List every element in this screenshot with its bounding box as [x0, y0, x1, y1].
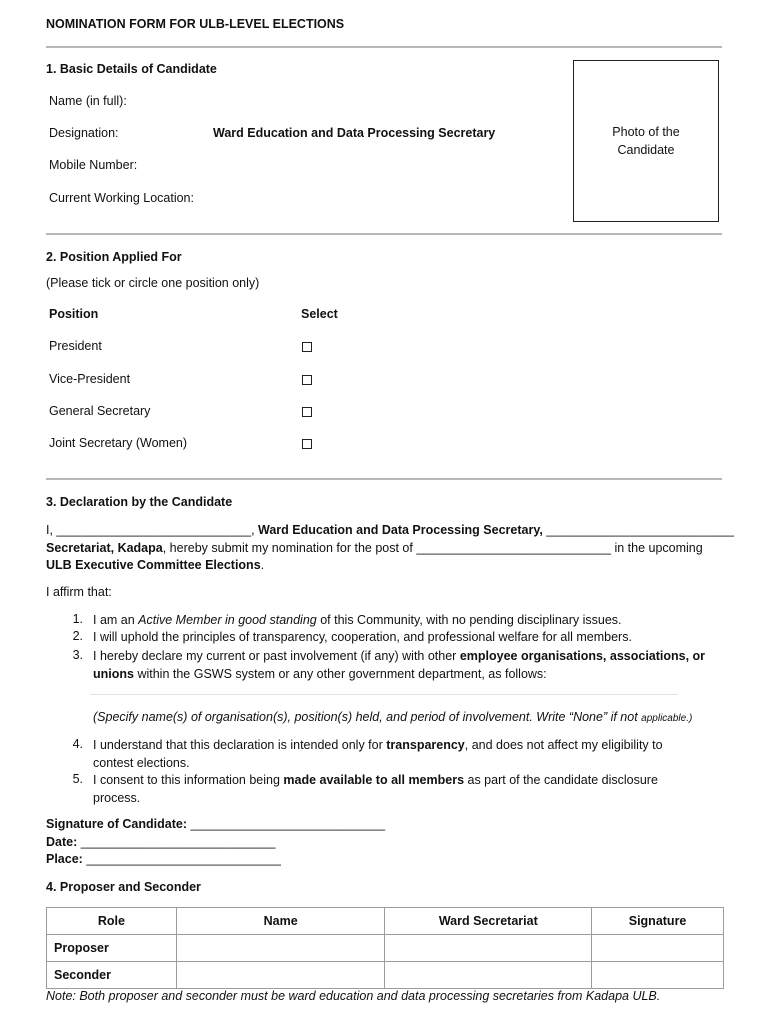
declaration-end: . — [260, 558, 265, 572]
place-field[interactable]: ____________________________ — [82, 852, 281, 866]
item1-text-end: of this Community, with no pending disciplinary issues. — [316, 613, 622, 627]
section1-heading: 1. Basic Details of Candidate — [46, 62, 217, 76]
list-item — [93, 612, 713, 630]
photo-label-line2: Candidate — [617, 143, 675, 157]
column-header-name: Name — [176, 908, 385, 935]
declaration-secretariat: Secretariat, Kadapa — [46, 540, 163, 555]
select-column-header: Select — [301, 307, 338, 321]
list-item-number: 1. — [72, 612, 83, 626]
declaration-paragraph — [46, 522, 735, 575]
position-vice-president: Vice-President — [49, 372, 131, 386]
list-item-number: 3. — [72, 648, 83, 662]
item3-text-end: within the GSWS system or any other government department, as follows: — [133, 666, 547, 681]
vice-president-checkbox[interactable] — [302, 375, 312, 385]
date-row — [46, 835, 275, 849]
seconder-signature-cell[interactable] — [592, 962, 724, 989]
general-secretary-checkbox[interactable] — [302, 407, 312, 417]
divider — [46, 478, 722, 480]
signature-label: Signature of Candidate: — [46, 817, 187, 831]
item4-text-end: , and does not affect my eligibility to — [464, 738, 663, 752]
item3-text: I hereby declare my current or past involvement (if any) with other — [93, 649, 460, 663]
designation-value: Ward Education and Data Processing Secretary — [213, 126, 496, 140]
involvement-entry-line[interactable] — [90, 694, 678, 695]
item5-text-continued: process. — [93, 790, 141, 805]
list-item-number: 2. — [72, 629, 83, 643]
column-header-role: Role — [47, 908, 177, 935]
specify-instruction — [93, 710, 692, 724]
photo-label-line1: Photo of the — [612, 125, 680, 139]
divider — [46, 233, 722, 235]
proposer-name-cell[interactable] — [176, 935, 385, 962]
affirm-label: I affirm that: — [46, 585, 112, 599]
declaration-submit-text: , hereby submit my nomination for the post of ____________________________ in the upcoming — [162, 540, 703, 555]
mobile-label: Mobile Number: — [49, 158, 138, 172]
joint-secretary-checkbox[interactable] — [302, 439, 312, 449]
column-header-signature: Signature — [592, 908, 724, 935]
item5-text: I consent to this information being — [93, 773, 284, 787]
declaration-elections: ULB Executive Committee Elections — [46, 558, 261, 572]
list-item — [93, 737, 713, 772]
column-header-ward-secretariat: Ward Secretariat — [385, 908, 592, 935]
role-proposer: Proposer — [47, 935, 177, 962]
signature-row — [46, 817, 385, 831]
item5-strong: made available to all members — [283, 773, 465, 787]
signature-field[interactable]: ____________________________ — [186, 817, 386, 831]
item4-text-continued: contest elections. — [93, 755, 190, 770]
item4-strong: transparency — [386, 738, 465, 752]
proposer-ward-cell[interactable] — [385, 935, 592, 962]
position-instruction: (Please tick or circle one position only) — [46, 276, 260, 290]
seconder-name-cell[interactable] — [176, 962, 385, 989]
declaration-secretariat-blank[interactable]: ___________________________ — [542, 523, 735, 537]
item1-text: I am an — [93, 613, 139, 627]
place-row — [46, 852, 281, 866]
location-label: Current Working Location: — [49, 191, 194, 205]
section3-heading: 3. Declaration by the Candidate — [46, 495, 233, 509]
item5-text-end: as part of the candidate disclosure — [464, 773, 658, 787]
list-item — [93, 648, 713, 683]
footnote: Note: Both proposer and seconder must be ward education and data processing secretaries from Kadapa ULB. — [46, 989, 661, 1003]
table-header-row — [47, 908, 724, 935]
item3-strong-unions: unions — [93, 666, 134, 681]
item3-strong: employee organisations, associations, or — [459, 649, 706, 663]
position-joint-secretary: Joint Secretary (Women) — [49, 436, 188, 450]
table-row — [47, 935, 724, 962]
position-president: President — [49, 339, 102, 353]
divider — [46, 46, 722, 48]
specify-text: (Specify name(s) of organisation(s), position(s) held, and period of involvement. Write “None” if not — [93, 710, 642, 724]
seconder-ward-cell[interactable] — [385, 962, 592, 989]
section2-heading: 2. Position Applied For — [46, 250, 182, 264]
list-item-number: 5. — [72, 772, 83, 786]
date-field[interactable]: ____________________________ — [77, 835, 276, 849]
list-item: I will uphold the principles of transparency, cooperation, and professional welfare for all members. — [93, 630, 632, 644]
place-label: Place: — [46, 852, 83, 866]
item1-emphasis: Active Member in good standing — [138, 613, 317, 627]
name-label: Name (in full): — [49, 94, 127, 108]
role-seconder: Seconder — [47, 962, 177, 989]
section4-heading: 4. Proposer and Seconder — [46, 880, 201, 894]
date-label: Date: — [46, 835, 78, 849]
list-item-number: 4. — [72, 737, 83, 751]
form-title: NOMINATION FORM FOR ULB-LEVEL ELECTIONS — [46, 17, 345, 31]
position-column-header: Position — [49, 307, 99, 321]
list-item — [93, 772, 713, 807]
item4-text: I understand that this declaration is intended only for — [93, 738, 387, 752]
table-row — [47, 962, 724, 989]
declaration-name-blank[interactable]: I, ____________________________, — [46, 523, 255, 537]
photo-box[interactable] — [573, 60, 719, 222]
proposer-signature-cell[interactable] — [592, 935, 724, 962]
position-general-secretary: General Secretary — [49, 404, 151, 418]
designation-label: Designation: — [49, 126, 119, 140]
declaration-role: Ward Education and Data Processing Secretary, — [254, 523, 543, 537]
specify-text-small: applicable.) — [641, 713, 693, 724]
president-checkbox[interactable] — [302, 342, 312, 352]
proposer-seconder-table — [46, 907, 724, 989]
